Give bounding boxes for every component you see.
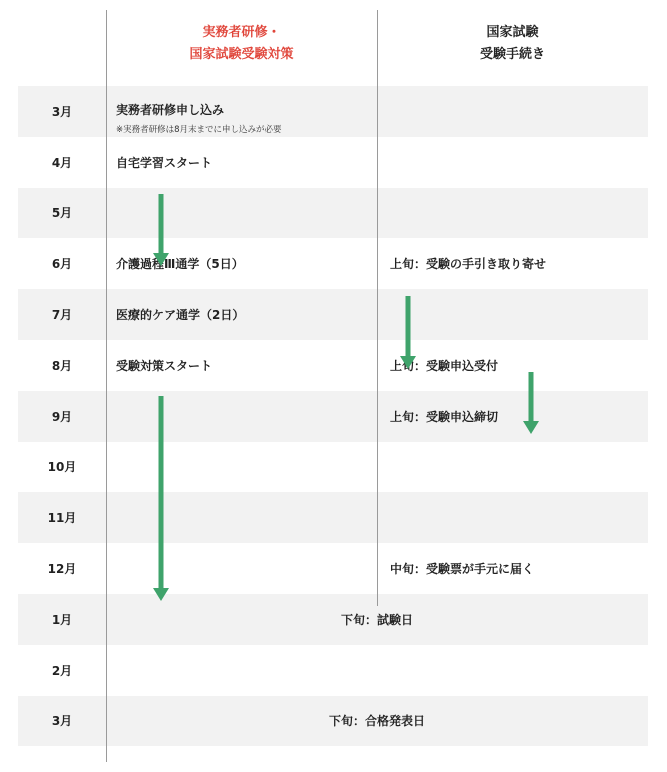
schedule-table: [18, 86, 648, 746]
column-header-training: [106, 22, 377, 66]
training-text: 実務者研修申し込み: [116, 103, 225, 117]
month-label: 12月: [47, 562, 77, 577]
schedule-header: [18, 0, 648, 86]
schedule-row: [18, 696, 648, 747]
exam-procedure-text: 中旬：受験票が手元に届く: [390, 562, 535, 577]
month-label: 6月: [51, 257, 73, 272]
column-header-exam-line2: 受験手続き: [479, 47, 545, 62]
column-header-exam-line1: 国家試験: [486, 25, 539, 40]
schedule-row: [18, 238, 648, 289]
month-label: 1月: [51, 612, 73, 627]
month-label: 11月: [47, 511, 77, 526]
arrow-down-icon: [398, 296, 418, 369]
month-label: 7月: [51, 308, 73, 323]
schedule-row: [18, 289, 648, 340]
exam-event-text: 下旬：合格発表日: [328, 714, 425, 729]
month-label: 4月: [51, 155, 73, 170]
training-text: 自宅学習スタート: [116, 155, 213, 170]
schedule-row: [18, 86, 648, 137]
schedule-row: [18, 543, 648, 594]
exam-procedure-text: 上旬：受験申込締切: [390, 409, 499, 424]
divider-line-middle: [377, 10, 378, 606]
schedule-row: [18, 492, 648, 543]
training-cell: [116, 101, 282, 135]
arrow-down-icon: [521, 372, 541, 434]
schedule-row: [18, 340, 648, 391]
column-header-training-line2: 国家試験受験対策: [189, 47, 294, 62]
arrow-down-icon: [151, 194, 171, 266]
training-text: 介護過程Ⅲ通学（5日）: [116, 257, 244, 272]
month-label: 8月: [51, 358, 73, 373]
exam-procedure-text: 上旬：受験の手引き取り寄せ: [390, 257, 547, 272]
month-label: 10月: [47, 460, 77, 475]
schedule-row: [18, 391, 648, 442]
training-text: 受験対策スタート: [116, 358, 213, 373]
month-label: 2月: [51, 663, 73, 678]
exam-event-text: 下旬：試験日: [340, 612, 413, 627]
training-text: 医療的ケア通学（2日）: [116, 308, 245, 323]
training-note: ※実務者研修は8月末までに申し込みが必要: [116, 125, 282, 135]
month-label: 3月: [51, 714, 73, 729]
exam-procedure-text: 上旬：受験申込受付: [390, 358, 499, 373]
month-label: 3月: [51, 104, 73, 119]
schedule-row: [18, 137, 648, 188]
schedule-row: [18, 594, 648, 645]
schedule-row: [18, 645, 648, 696]
divider-line-left: [106, 10, 107, 762]
month-label: 9月: [51, 409, 73, 424]
column-header-training-line1: 実務者研修・: [202, 25, 281, 40]
schedule-row: [18, 442, 648, 493]
schedule-row: [18, 188, 648, 239]
month-label: 5月: [51, 206, 73, 221]
column-header-exam-procedure: [377, 22, 648, 66]
arrow-down-icon: [151, 396, 171, 601]
